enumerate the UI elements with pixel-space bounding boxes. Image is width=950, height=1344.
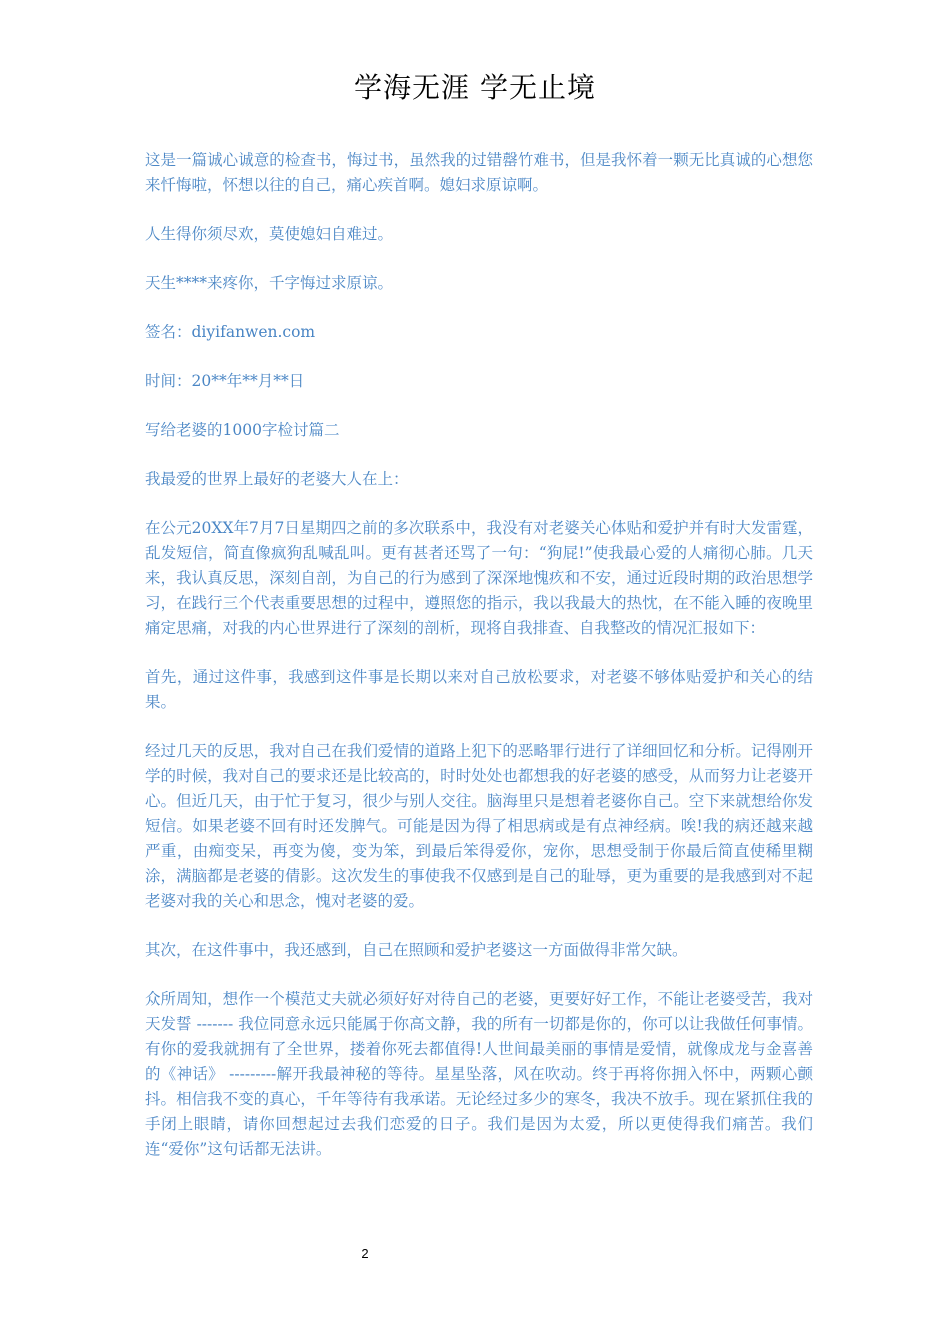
paragraph-date: 时间：20**年**月**日 — [145, 372, 305, 390]
paragraph-salutation: 我最爱的世界上最好的老婆大人在上： — [145, 470, 409, 488]
page-number: 2 — [361, 1246, 369, 1261]
paragraph-intro: 这是一篇诚心诚意的检查书，悔过书，虽然我的过错罄竹难书，但是我怀着一颗无比真诚的心想您来忏悔啦，怀想以往的自己，痛心疾首啊。媳妇求原谅啊。 — [145, 151, 813, 194]
paragraph-promise: 众所周知，想作一个模范丈夫就必须好好对待自己的老婆，更要好好工作，不能让老婆受苦，我对天发誓 ------- 我位同意永远只能属于你高文静，我的所有一切都是你的，你可以让我做任何事情。有你的爱我就拥有了全世界，搂着你死去都值得!人世间最美丽的事情是爱情，就像成龙与金喜善的《神话》 ---------解开我最神秘的等待。星星坠落，风在吹动。终于再将你拥入怀中，两颗心颤抖。相信我不变的真心，千年等待有我承诺。无论经过多少的寒冬，我决不放手。现在紧抓住我的手闭上眼睛，请你回想起过去我们恋爱的日子。我们是因为太爱，所以更使得我们痛苦。我们连“爱你”这句话都无法讲。 — [145, 990, 813, 1158]
paragraph-second-point: 其次，在这件事中，我还感到，自己在照顾和爱护老婆这一方面做得非常欠缺。 — [145, 941, 688, 959]
paragraph-incident: 在公元20XX年7月7日星期四之前的多次联系中，我没有对老婆关心体贴和爱护并有时大发雷霆，乱发短信，简直像疯狗乱喊乱叫。更有甚者还骂了一句：“狗屁!”使我最心爱的人痛彻心肺。几天来，我认真反思，深刻自剖，为自己的行为感到了深深地愧疚和不安，通过近段时期的政治思想学习，在践行三个代表重要思想的过程中，遵照您的指示，我以我最大的热忱，在不能入睡的夜晚里痛定思痛，对我的内心世界进行了深刻的剖析，现将自我排查、自我整改的情况汇报如下： — [145, 519, 813, 637]
paragraph-section-heading: 写给老婆的1000字检讨篇二 — [145, 421, 340, 439]
page-header-title: 学海无涯 学无止境 — [354, 71, 596, 104]
paragraph-first-point: 首先，通过这件事，我感到这件事是长期以来对自己放松要求，对老婆不够体贴爱护和关心的结果。 — [145, 668, 813, 711]
document-body — [145, 148, 813, 1186]
paragraph-verse-1: 人生得你须尽欢，莫使媳妇自难过。 — [145, 225, 394, 243]
paragraph-verse-2: 天生****来疼你，千字悔过求原谅。 — [145, 274, 394, 292]
paragraph-reflection: 经过几天的反思，我对自己在我们爱情的道路上犯下的恶略罪行进行了详细回忆和分析。记得刚开学的时候，我对自己的要求还是比较高的，时时处处也都想我的好老婆的感受，从而努力让老婆开心。但近几天，由于忙于复习，很少与别人交往。脑海里只是想着老婆你自己。空下来就想给你发短信。如果老婆不回有时还发脾气。可能是因为得了相思病或是有点神经病。唉!我的病还越来越严重，由痴变呆，再变为傻，变为笨，到最后笨得爱你，宠你，思想受制于你最后简直使稀里糊涂，满脑都是老婆的倩影。这次发生的事使我不仅感到是自己的耻辱，更为重要的是我感到对不起老婆对我的关心和思念，愧对老婆的爱。 — [145, 742, 813, 910]
paragraph-signature: 签名：diyifanwen.com — [145, 323, 316, 341]
